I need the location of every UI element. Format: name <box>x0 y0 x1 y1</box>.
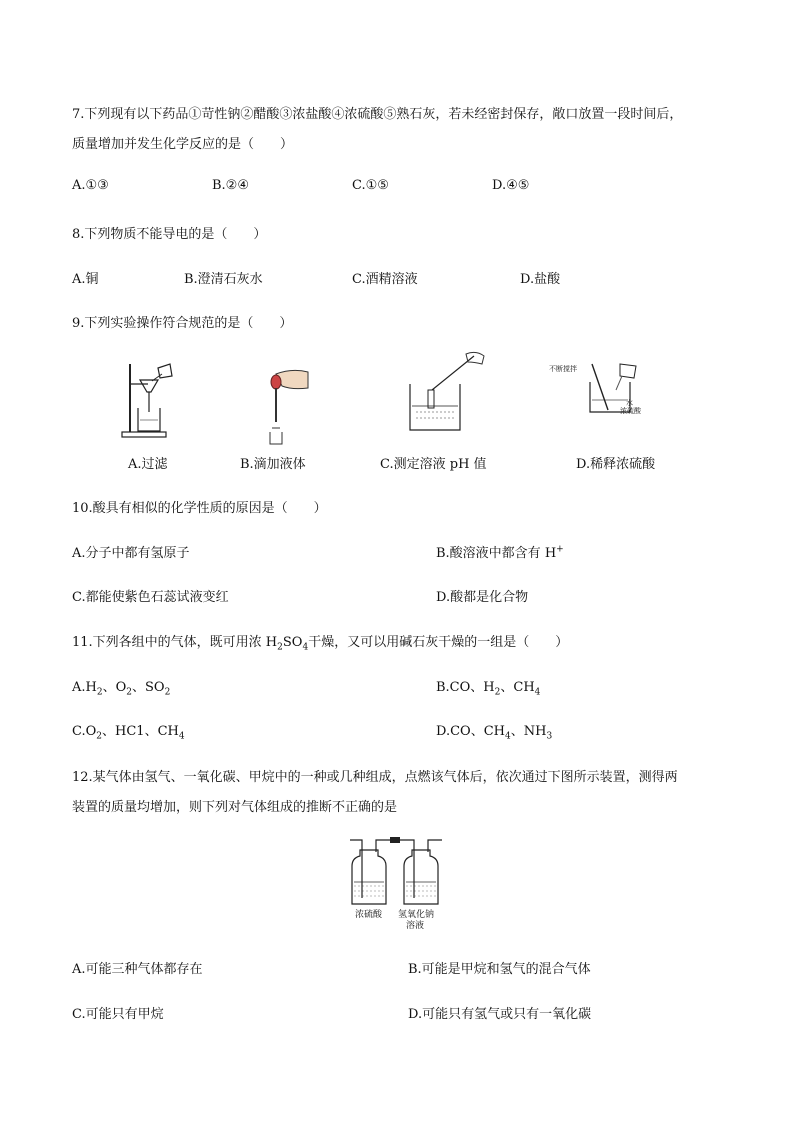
q11-d-text: 、NH <box>510 724 547 739</box>
q11-b-sub: 4 <box>534 687 541 698</box>
q11-c-sub: 2 <box>96 731 103 742</box>
q8-option-d[interactable]: D.盐酸 <box>520 272 561 287</box>
q7-option-c[interactable]: C.①⑤ <box>352 178 389 193</box>
q11-stem-sub1: 2 <box>277 642 283 653</box>
q8-option-c[interactable]: C.酒精溶液 <box>352 272 418 287</box>
q12-option-a[interactable]: A.可能三种气体都存在 <box>72 962 203 977</box>
q11-c-text: C.O <box>72 724 97 739</box>
q11-stem-pre: 11.下列各组中的气体，既可用浓 H <box>72 635 278 650</box>
q11-stem-post: 干燥，又可以用碱石灰干燥的一组是（ ） <box>308 635 569 650</box>
fig-label-conc-sulfuric: 浓硫酸 <box>355 910 383 920</box>
q11-stem <box>72 631 569 653</box>
q10-option-b-text: B.酸溶液中都含有 H <box>436 546 557 561</box>
q12-option-b[interactable]: B.可能是甲烷和氢气的混合气体 <box>408 962 591 977</box>
q12-option-d[interactable]: D.可能只有氢气或只有一氧化碳 <box>408 1007 592 1022</box>
gas-washing-bottles-figure <box>348 836 444 906</box>
filtration-apparatus-figure <box>118 360 180 442</box>
q7-option-a[interactable]: A.①③ <box>72 178 109 193</box>
q11-option-d[interactable] <box>436 720 553 742</box>
q7-option-b[interactable]: B.②④ <box>212 178 249 193</box>
q11-b-text: B.CO、H <box>436 680 495 695</box>
q7-stem-line2: 质量增加并发生化学反应的是（ ） <box>72 137 294 152</box>
dropper-figure <box>262 366 312 446</box>
q10-option-b-sup: + <box>556 544 564 555</box>
dilution-acid-label: 浓硫酸 <box>620 407 641 415</box>
q11-c-sub: 4 <box>178 731 185 742</box>
q12-option-c[interactable]: C.可能只有甲烷 <box>72 1007 164 1022</box>
q10-option-b[interactable] <box>436 542 564 561</box>
fig-label-naoh: 氢氧化钠 <box>398 910 435 920</box>
q11-d-sub: 3 <box>546 731 553 742</box>
q10-option-d[interactable]: D.酸都是化合物 <box>436 590 529 605</box>
fig-label-solution: 溶液 <box>406 921 425 931</box>
q11-stem-mid: SO <box>282 635 303 650</box>
q10-option-c[interactable]: C.都能使紫色石蕊试液变红 <box>72 590 229 605</box>
q12-stem-line2: 装置的质量均增加，则下列对气体组成的推断不正确的是 <box>72 800 398 815</box>
q7-stem-line1: 7.下列现有以下药品①苛性钠②醋酸③浓盐酸④浓硫酸⑤熟石灰，若未经密封保存，敞口放置一段时间后， <box>72 107 683 122</box>
q7-option-d[interactable]: D.④⑤ <box>492 178 530 193</box>
q11-a-text: A.H <box>72 680 97 695</box>
q11-b-text: 、CH <box>500 680 535 695</box>
q11-stem-sub2: 4 <box>302 642 309 653</box>
q9-caption-c[interactable]: C.测定溶液 pH 值 <box>380 457 487 472</box>
q8-option-b[interactable]: B.澄清石灰水 <box>184 272 263 287</box>
q10-option-a[interactable]: A.分子中都有氢原子 <box>72 546 190 561</box>
q11-a-sub: 2 <box>126 687 132 698</box>
dilution-water-label: 水 <box>626 399 633 407</box>
q11-a-text: 、O <box>102 680 127 695</box>
q10-stem: 10.酸具有相似的化学性质的原因是（ ） <box>72 501 327 516</box>
q11-option-a[interactable] <box>72 676 171 698</box>
q8-option-a[interactable]: A.铜 <box>72 272 99 287</box>
ph-test-figure <box>404 350 490 436</box>
q11-d-sub: 4 <box>504 731 511 742</box>
q11-b-sub: 2 <box>494 687 501 698</box>
q11-a-sub: 2 <box>164 687 171 698</box>
q11-option-c[interactable] <box>72 720 185 742</box>
q9-caption-a[interactable]: A.过滤 <box>128 457 168 472</box>
q9-caption-d[interactable]: D.稀释浓硫酸 <box>576 457 656 472</box>
q11-d-text: D.CO、CH <box>436 724 505 739</box>
q11-option-b[interactable] <box>436 676 541 698</box>
q8-stem: 8.下列物质不能导电的是（ ） <box>72 227 267 242</box>
q9-caption-b[interactable]: B.滴加液体 <box>240 457 306 472</box>
dilution-stir-label: 不断搅拌 <box>549 365 577 373</box>
q11-a-text: 、SO <box>132 680 165 695</box>
q12-stem-line1: 12.某气体由氢气、一氧化碳、甲烷中的一种或几种组成，点燃该气体后，依次通过下图所示装置，测得两 <box>72 770 678 785</box>
q9-stem: 9.下列实验操作符合规范的是（ ） <box>72 316 293 331</box>
q11-a-sub: 2 <box>96 687 103 698</box>
q11-c-text: 、HC1、CH <box>102 724 179 739</box>
